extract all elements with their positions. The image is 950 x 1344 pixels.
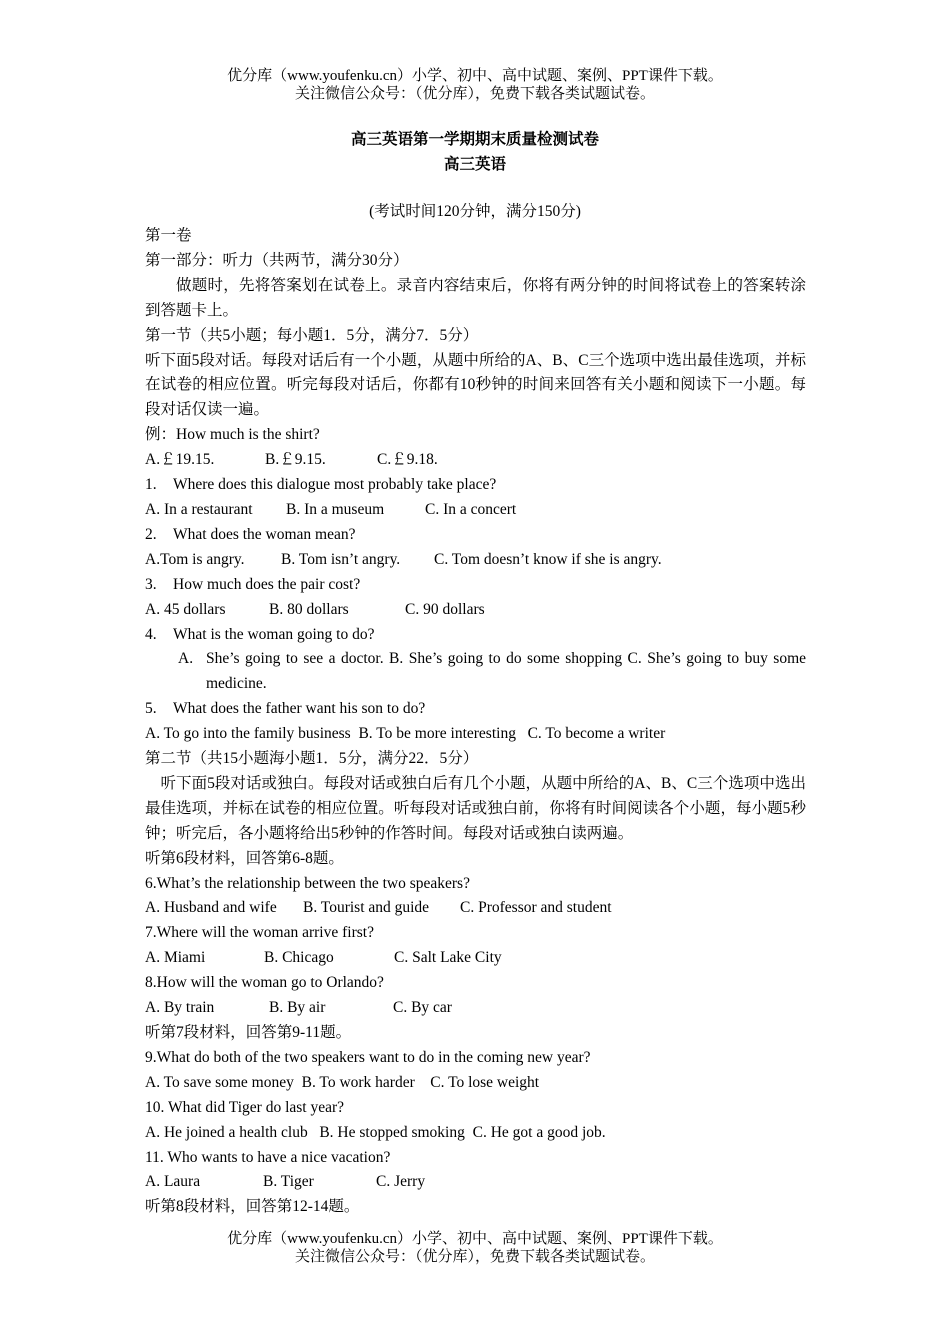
q6-option-b: B. Tourist and guide (303, 899, 430, 917)
q1-option-c: C. In a concert (425, 500, 517, 518)
q9-option-c: C. To lose weight (430, 1073, 540, 1091)
q5-option-c: C. To become a writer (527, 725, 666, 743)
question-7-options (145, 946, 806, 971)
q9-option-a: A. To save some money (145, 1073, 294, 1091)
q10-option-b: B. He stopped smoking (319, 1123, 465, 1141)
section1-heading: 第一节（共5小题；每小题1．5分，满分7．5分） (145, 326, 479, 344)
q1-option-a: A. In a restaurant (145, 500, 253, 518)
q11-option-b: B. Tiger (263, 1173, 314, 1191)
question-5 (145, 697, 806, 722)
part1-instructions: 做题时，先将答案划在试卷上。录音内容结束后，你将有两分钟的时间将试卷上的答案转涂到答题卡上。 (145, 276, 806, 319)
q5-option-b: B. To be more interesting (358, 725, 516, 743)
part1-heading: 第一部分：听力（共两节，满分30分） (145, 251, 409, 269)
question-7: 7.Where will the woman arrive first? (145, 924, 374, 942)
question-6-options (145, 896, 806, 921)
question-9: 9.What do both of the two speakers want to do in the coming new year? (145, 1048, 591, 1066)
q5-option-a: A. To go into the family business (145, 725, 351, 743)
question-1-number: 1. (145, 476, 157, 494)
question-2-text: What does the woman mean? (173, 525, 356, 543)
question-4-number: 4. (145, 625, 157, 643)
question-5-text: What does the father want his son to do? (173, 700, 426, 718)
title-block (0, 127, 950, 177)
q3-option-b: B. 80 dollars (269, 600, 349, 618)
q4-options-text: She’s going to see a doctor. B. She’s going to do some shopping C. She’s going to buy some medicine. (206, 650, 806, 693)
question-2 (145, 523, 806, 548)
example-option-b: B.￡9.15. (265, 451, 326, 469)
q2-option-b: B. Tom isn’t angry. (281, 550, 401, 568)
q7-option-c: C. Salt Lake City (394, 949, 502, 967)
question-8: 8.How will the woman go to Orlando? (145, 974, 384, 992)
question-4 (145, 623, 806, 648)
question-11-options (145, 1170, 806, 1195)
q4-option-label: A. (178, 650, 194, 668)
section1-instructions: 听下面5段对话。每段对话后有一个小题，从题中所给的A、B、C三个选项中选出最佳选项，并标在试卷的相应位置。听完每段对话后，你都有10秒钟的时间来回答有关小题和阅读下一小题。每段对话仅读一遍。 (145, 351, 806, 419)
material-7-label: 听第7段材料，回答第9-11题。 (145, 1024, 352, 1041)
page-footer (0, 1230, 950, 1266)
footer-line-1: 优分库（www.youfenku.cn）小学、初中、高中试题、案例、PPT课件下载。 (227, 1231, 723, 1247)
section2-heading: 第二节（共15小题海小题1．5分，满分22．5分） (145, 750, 479, 768)
q7-option-a: A. Miami (145, 949, 206, 967)
question-11: 11. Who wants to have a nice vacation? (145, 1148, 391, 1166)
question-5-options (145, 722, 806, 747)
q10-option-c: C. He got a good job. (472, 1123, 606, 1141)
q3-option-c: C. 90 dollars (405, 600, 485, 618)
question-2-number: 2. (145, 525, 157, 543)
question-1 (145, 473, 806, 498)
q2-option-c: C. Tom doesn’t know if she is angry. (434, 550, 662, 568)
volume-label: 第一卷 (145, 227, 192, 244)
q9-option-b: B. To work harder (301, 1073, 415, 1091)
q11-option-c: C. Jerry (376, 1173, 426, 1191)
question-3-options (145, 598, 806, 623)
q2-option-a: A.Tom is angry. (145, 550, 245, 568)
q3-option-a: A. 45 dollars (145, 600, 226, 618)
question-5-number: 5. (145, 700, 157, 718)
question-4-text: What is the woman going to do? (173, 625, 375, 643)
example-option-c: C.￡9.18. (377, 451, 438, 469)
question-3-number: 3. (145, 575, 157, 593)
q6-option-c: C. Professor and student (460, 899, 612, 917)
time-info: (考试时间120分钟，满分150分) (369, 203, 581, 220)
question-10: 10. What did Tiger do last year? (145, 1098, 345, 1116)
exam-title: 高三英语第一学期期末质量检测试卷 (350, 131, 599, 148)
material-8-label: 听第8段材料，回答第12-14题。 (145, 1198, 360, 1216)
question-1-text: Where does this dialogue most probably take place? (173, 476, 497, 494)
exam-subtitle: 高三英语 (443, 156, 506, 173)
footer-line-2: 关注微信公众号：（优分库），免费下载各类试题试卷。 (294, 1249, 655, 1265)
question-10-options (145, 1121, 806, 1146)
example-options (145, 448, 806, 473)
q7-option-b: B. Chicago (264, 949, 334, 967)
q8-option-a: A. By train (145, 999, 215, 1017)
header-line-1: 优分库（www.youfenku.cn）小学、初中、高中试题、案例、PPT课件下载。 (227, 68, 723, 84)
question-9-options (145, 1071, 806, 1096)
q1-option-b: B. In a museum (286, 500, 385, 518)
exam-body (145, 224, 806, 1220)
q8-option-c: C. By car (393, 999, 452, 1017)
header-line-2: 关注微信公众号：（优分库），免费下载各类试题试卷。 (294, 86, 655, 102)
page-header (0, 67, 950, 103)
question-3-text: How much does the pair cost? (173, 575, 361, 593)
q10-option-a: A. He joined a health club (145, 1123, 308, 1141)
material-6-label: 听第6段材料，回答第6-8题。 (145, 849, 344, 867)
q11-option-a: A. Laura (145, 1173, 201, 1191)
example-option-a: A.￡19.15. (145, 451, 215, 469)
q6-option-a: A. Husband and wife (145, 899, 277, 917)
question-8-options (145, 996, 806, 1021)
question-3 (145, 573, 806, 598)
question-2-options (145, 548, 806, 573)
question-6: 6.What’s the relationship between the two speakers? (145, 874, 470, 892)
section2-instructions: 听下面5段对话或独白。每段对话或独白后有几个小题，从题中所给的A、B、C三个选项中选出最佳选项，并标在试卷的相应位置。听每段对话或独白前，你将有时间阅读各个小题，每小题5秒钟；听完后，各小题将给出5秒钟的作答时间。每段对话或独白读两遍。 (145, 774, 806, 842)
question-1-options (145, 498, 806, 523)
q8-option-b: B. By air (269, 999, 326, 1017)
example-question: 例：How much is the shirt? (145, 426, 320, 444)
question-4-options (145, 647, 806, 697)
